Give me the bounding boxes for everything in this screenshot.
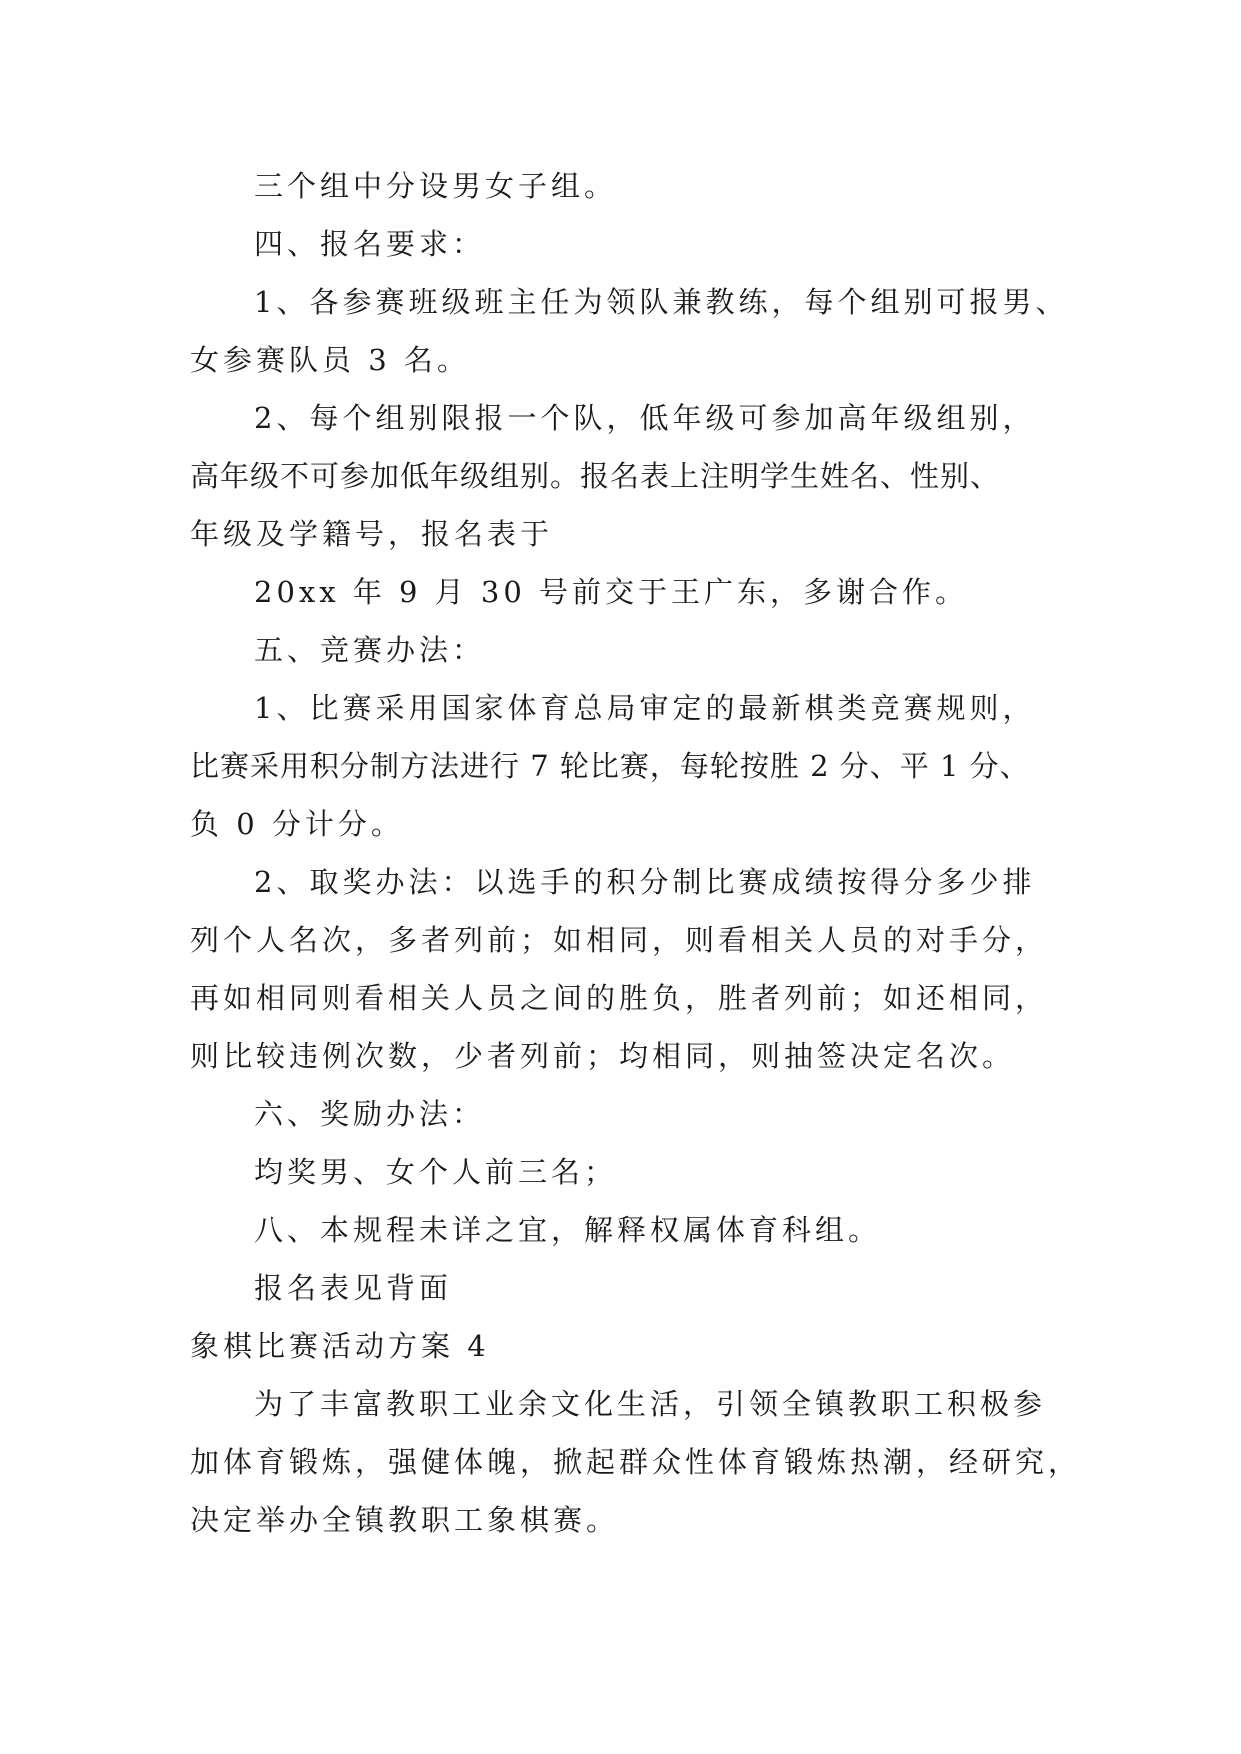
- paragraph-line: 年级及学籍号，报名表于: [190, 517, 554, 551]
- paragraph-line: 三个组中分设男女子组。: [254, 169, 618, 203]
- paragraph-line: 列个人名次，多者列前；如相同，则看相关人员的对手分，: [190, 923, 1049, 957]
- paragraph-line: 决定举办全镇教职工象棋赛。: [190, 1503, 620, 1537]
- paragraph-line: 1、比赛采用国家体育总局审定的最新棋类竞赛规则，: [254, 691, 1036, 725]
- paragraph-line: 高年级不可参加低年级组别。报名表上注明学生姓名、性别、: [190, 459, 1001, 493]
- paragraph-line: 报名表见背面: [254, 1271, 453, 1305]
- paragraph-line: 1、各参赛班级班主任为领队兼教练，每个组别可报男、: [254, 285, 1069, 319]
- section-heading: 五、竞赛办法：: [254, 633, 486, 667]
- paragraph-line: 2、每个组别限报一个队，低年级可参加高年级组别，: [254, 401, 1036, 435]
- paragraph-line: 2、取奖办法：以选手的积分制比赛成绩按得分多少排: [254, 865, 1036, 899]
- section-heading: 六、奖励办法：: [254, 1097, 486, 1131]
- paragraph-line: 20xx 年 9 月 30 号前交于王广东，多谢合作。: [254, 575, 969, 609]
- paragraph-line: 女参赛队员 3 名。: [190, 343, 470, 377]
- section-heading: 四、报名要求：: [254, 227, 486, 261]
- paragraph-line: 则比较违例次数，少者列前；均相同，则抽签决定名次。: [190, 1039, 1016, 1073]
- paragraph-line: 比赛采用积分制方法进行 7 轮比赛，每轮按胜 2 分、平 1 分、: [190, 749, 1030, 783]
- paragraph-line: 加体育锻炼，强健体魄，掀起群众性体育锻炼热潮，经研究，: [190, 1445, 1082, 1479]
- paragraph-line: 均奖男、女个人前三名；: [254, 1155, 618, 1189]
- paragraph-line: 为了丰富教职工业余文化生活，引领全镇教职工积极参: [254, 1387, 1047, 1421]
- paragraph-line: 八、本规程未详之宜，解释权属体育科组。: [254, 1213, 882, 1247]
- document-title: 象棋比赛活动方案 4: [190, 1329, 490, 1363]
- paragraph-line: 再如相同则看相关人员之间的胜负，胜者列前；如还相同，: [190, 981, 1049, 1015]
- paragraph-line: 负 0 分计分。: [190, 807, 404, 841]
